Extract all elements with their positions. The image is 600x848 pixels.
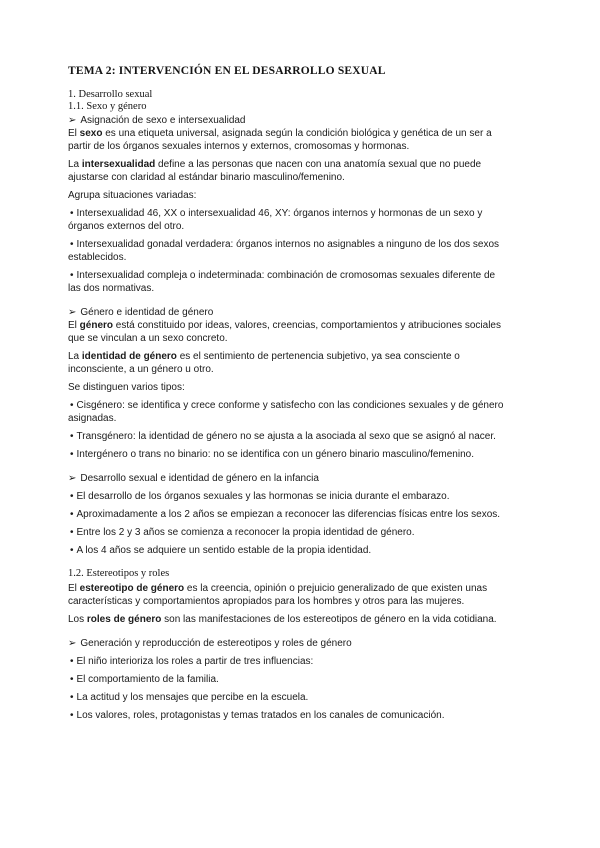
text-segment: está constituido por ideas, valores, creencias, comportamientos y atribuciones sociales que se vinculan a un sexo concreto. <box>68 320 501 344</box>
section-heading <box>68 89 510 101</box>
text-segment: El <box>68 128 80 139</box>
text-segment: Intersexualidad compleja o indeterminada: combinación de cromosomas sexuales diferente de las dos normativas. <box>68 270 496 294</box>
text-segment: La <box>68 159 82 170</box>
text-segment: El niño interioriza los roles a partir de tres influencias: <box>76 655 314 667</box>
text-segment: Aproximadamente a los 2 años se empiezan a reconocer las diferencias físicas entre los sexos. <box>76 509 501 520</box>
bullet-item <box>68 508 510 521</box>
bullet-item <box>68 691 510 704</box>
bullet-item <box>68 207 510 233</box>
text-segment: A los 4 años se adquiere un sentido estable de la propia identidad. <box>76 545 372 556</box>
bullet-glyph: • <box>70 431 74 442</box>
paragraph <box>68 350 510 376</box>
bullet-glyph: • <box>70 400 74 411</box>
text-segment: Intersexualidad 46, XX o intersexualidad 46, XY: órganos internos y hormonas de un sexo y órganos externos del otro. <box>68 208 483 232</box>
bullet-item <box>68 544 510 557</box>
bullet-glyph: • <box>70 655 74 667</box>
bullet-item <box>68 430 510 443</box>
text-segment: es la creencia, opinión o prejuicio generalizado de que existen unas características y comportamientos apropiados para los hombres y otros para las mujeres. <box>68 582 488 607</box>
text-segment: Asignación de sexo e intersexualidad <box>80 115 246 126</box>
arrow-glyph: ➢ <box>68 473 77 484</box>
bullet-glyph: • <box>70 208 74 219</box>
text-segment: Los <box>68 613 87 625</box>
subsection-heading <box>68 306 510 319</box>
text-segment: intersexualidad <box>81 159 156 170</box>
text-segment: Cisgénero: se identifica y crece conforme y satisfecho con las condiciones sexuales y de género asignadas. <box>68 400 504 424</box>
text-segment: 1. Desarrollo sexual <box>68 89 153 100</box>
text-segment: sexo <box>79 128 103 139</box>
document-body <box>68 89 532 722</box>
text-segment: es una etiqueta universal, asignada según la condición biológica y genética de un ser a partir de los órganos sexuales internos y externos, cromosomas y hormonas. <box>68 128 492 152</box>
text-segment: El <box>68 582 80 594</box>
bullet-item <box>68 655 510 668</box>
arrow-glyph: ➢ <box>68 115 77 126</box>
bullet-glyph: • <box>70 527 74 538</box>
bullet-item <box>68 673 510 686</box>
arrow-glyph: ➢ <box>68 307 77 318</box>
bullet-glyph: • <box>70 509 74 520</box>
text-segment: Intergénero o trans no binario: no se identifica con un género binario masculino/femenino. <box>76 449 474 460</box>
text-segment: roles de género <box>86 613 162 625</box>
text-segment: Transgénero: la identidad de género no se ajusta a la asociada al sexo que se asignó al nacer. <box>76 431 496 442</box>
bullet-item <box>68 448 510 461</box>
bullet-glyph: • <box>70 673 74 685</box>
bullet-glyph: • <box>70 491 74 502</box>
text-segment: El <box>68 320 80 331</box>
subsection-heading <box>68 472 510 485</box>
bullet-item <box>68 399 510 425</box>
text-segment: 1.2. Estereotipos y roles <box>68 568 170 579</box>
paragraph <box>68 319 510 345</box>
text-segment: El desarrollo de los órganos sexuales y las hormonas se inicia durante el embarazo. <box>76 491 450 502</box>
section-heading <box>68 101 510 113</box>
bullet-item <box>68 526 510 539</box>
paragraph <box>68 613 510 626</box>
text-segment: El comportamiento de la familia. <box>76 673 219 685</box>
text-segment: son las manifestaciones de los estereotipos de género en la vida cotidiana. <box>161 613 497 625</box>
text-segment: identidad de género <box>81 351 177 362</box>
paragraph <box>68 127 510 153</box>
bullet-glyph: • <box>70 709 74 721</box>
bullet-glyph: • <box>70 449 74 460</box>
bullet-item <box>68 238 510 264</box>
text-segment: Entre los 2 y 3 años se comienza a reconocer la propia identidad de género. <box>76 527 415 538</box>
arrow-glyph: ➢ <box>68 637 77 649</box>
text-segment: define a las personas que nacen con una anatomía sexual que no puede ajustarse con claridad al estándar binario masculino/femenino. <box>68 159 482 183</box>
text-segment: Los valores, roles, protagonistas y temas tratados en los canales de comunicación. <box>76 709 445 721</box>
section-heading <box>68 568 510 580</box>
text-segment: género <box>79 320 114 331</box>
paragraph <box>68 582 510 608</box>
bullet-glyph: • <box>70 691 74 703</box>
bullet-item <box>68 269 510 295</box>
bullet-glyph: • <box>70 545 74 556</box>
text-segment: Se distinguen varios tipos: <box>68 382 185 393</box>
paragraph <box>68 189 510 202</box>
paragraph <box>68 381 510 394</box>
text-segment: Desarrollo sexual e identidad de género en la infancia <box>80 473 319 484</box>
document-title: TEMA 2: INTERVENCIÓN EN EL DESARROLLO SEXUAL <box>68 65 386 77</box>
paragraph <box>68 158 510 184</box>
text-segment: estereotipo de género <box>79 582 185 594</box>
text-segment: Generación y reproducción de estereotipos y roles de género <box>80 637 352 649</box>
text-segment: La actitud y los mensajes que percibe en la escuela. <box>76 691 309 703</box>
subsection-heading <box>68 114 510 127</box>
bullet-item <box>68 490 510 503</box>
text-segment: es el sentimiento de pertenencia subjetivo, ya sea consciente o inconsciente, a un género u otro. <box>68 351 460 375</box>
text-segment: Agrupa situaciones variadas: <box>68 190 197 201</box>
bullet-glyph: • <box>70 239 74 250</box>
text-segment: La <box>68 351 82 362</box>
text-segment: 1.1. Sexo y género <box>68 100 147 112</box>
bullet-glyph: • <box>70 270 74 281</box>
subsection-heading <box>68 637 510 650</box>
bullet-item <box>68 709 510 722</box>
text-segment: Intersexualidad gonadal verdadera: órganos internos no asignables a ninguno de los dos sexos establecidos. <box>68 239 500 263</box>
text-segment: Género e identidad de género <box>80 307 214 318</box>
